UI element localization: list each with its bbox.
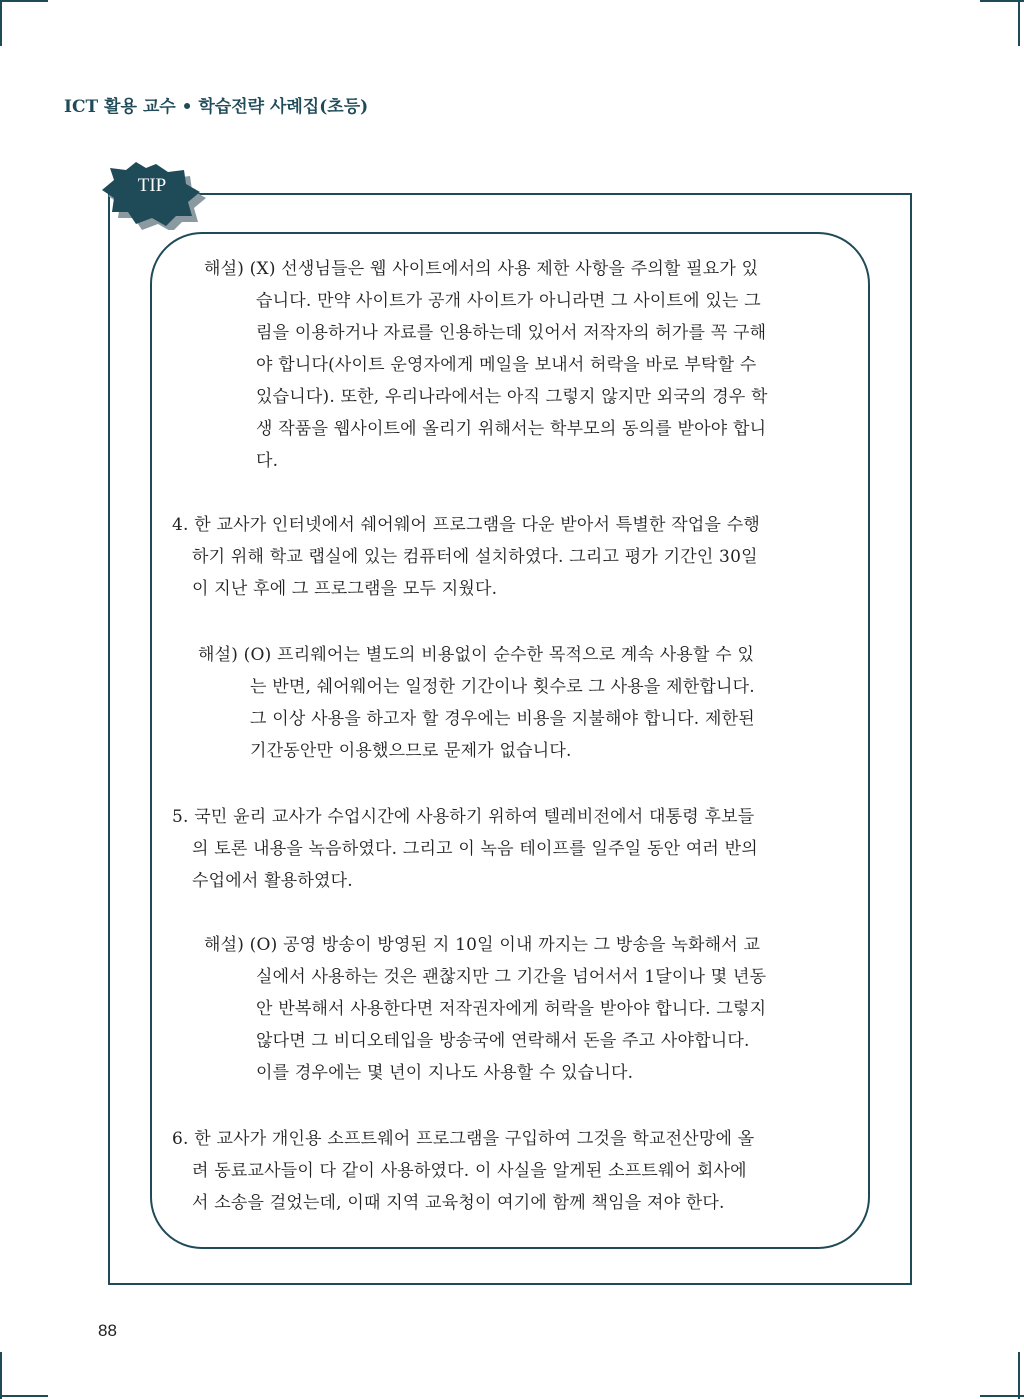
text-line: 이를 경우에는 몇 년이 지나도 사용할 수 있습니다. [256,1063,634,1083]
crop-mark-bottom-left-h [0,1395,48,1397]
text-line: 수업에서 활용하였다. [192,871,353,891]
text-line: 해설) (O) 공영 방송이 방영된 지 10일 이내 까지는 그 방송을 녹화해서 교 [204,935,761,955]
crop-mark-bottom-left-v [0,1352,2,1399]
text-line: 다. [256,451,279,471]
text-line: 림을 이용하거나 자료를 인용하는데 있어서 저작자의 허가를 꼭 구해 [256,323,767,343]
text-line: 4. 한 교사가 인터넷에서 쉐어웨어 프로그램을 다운 받아서 특별한 작업을 수행 [172,515,760,535]
crop-mark-top-left-v [0,0,2,46]
text-line: 서 소송을 걸었는데, 이때 지역 교육청이 여기에 함께 책임을 져야 한다. [192,1193,725,1213]
text-line: 이 지난 후에 그 프로그램을 모두 지웠다. [192,579,498,599]
text-line: 는 반면, 쉐어웨어는 일정한 기간이나 횟수로 그 사용을 제한합니다. [250,677,755,697]
explanation-block-3 [204,929,766,1089]
text-line: 실에서 사용하는 것은 괜찮지만 그 기간을 넘어서서 1달이나 몇 년동 [256,967,767,987]
explanation-block-2 [198,639,755,767]
text-line: 있습니다). 또한, 우리나라에서는 아직 그렇지 않지만 외국의 경우 학 [256,387,768,407]
running-header: ICT 활용 교수 • 학습전략 사례집(초등) [64,97,369,117]
text-line: 않다면 그 비디오테입을 방송국에 연락해서 돈을 주고 사야합니다. [256,1031,750,1051]
text-line: 해설) (O) 프리웨어는 별도의 비용없이 순수한 목적으로 계속 사용할 수 있 [198,645,755,665]
tip-label: TIP [137,175,167,196]
text-line: 5. 국민 윤리 교사가 수업시간에 사용하기 위하여 텔레비전에서 대통령 후보들 [172,807,755,827]
question-item-5 [172,801,758,897]
crop-mark-top-right-v [1018,0,1020,46]
text-line: 기간동안만 이용했으므로 문제가 없습니다. [250,741,572,761]
text-line: 습니다. 만약 사이트가 공개 사이트가 아니라면 그 사이트에 있는 그 [256,291,761,311]
text-line: 그 이상 사용을 하고자 할 경우에는 비용을 지불해야 합니다. 제한된 [250,709,755,729]
text-line: 6. 한 교사가 개인용 소프트웨어 프로그램을 구입하여 그것을 학교전산망에 올 [172,1129,755,1149]
text-line: 생 작품을 웹사이트에 올리기 위해서는 학부모의 동의를 받아야 합니 [256,419,767,439]
text-line: 의 토론 내용을 녹음하였다. 그리고 이 녹음 테이프를 일주일 동안 여러 반의 [192,839,758,859]
text-line: 하기 위해 학교 랩실에 있는 컴퓨터에 설치하였다. 그리고 평가 기간인 30일 [192,547,758,567]
question-item-4 [172,509,760,605]
text-line: 해설) (X) 선생님들은 웹 사이트에서의 사용 제한 사항을 주의할 필요가 있 [204,259,759,279]
explanation-block-1 [204,253,768,477]
page-number: 88 [98,1321,117,1340]
text-line: 려 동료교사들이 다 같이 사용하였다. 이 사실을 알게된 소프트웨어 회사에 [192,1161,747,1181]
crop-mark-top-left-h [0,0,48,2]
text-line: 안 반복해서 사용한다면 저작권자에게 허락을 받아야 합니다. 그렇지 [256,999,767,1019]
question-item-6 [172,1123,754,1219]
crop-mark-bottom-right-v [1018,1352,1020,1399]
text-line: 야 합니다(사이트 운영자에게 메일을 보내서 허락을 바로 부탁할 수 [256,355,757,375]
